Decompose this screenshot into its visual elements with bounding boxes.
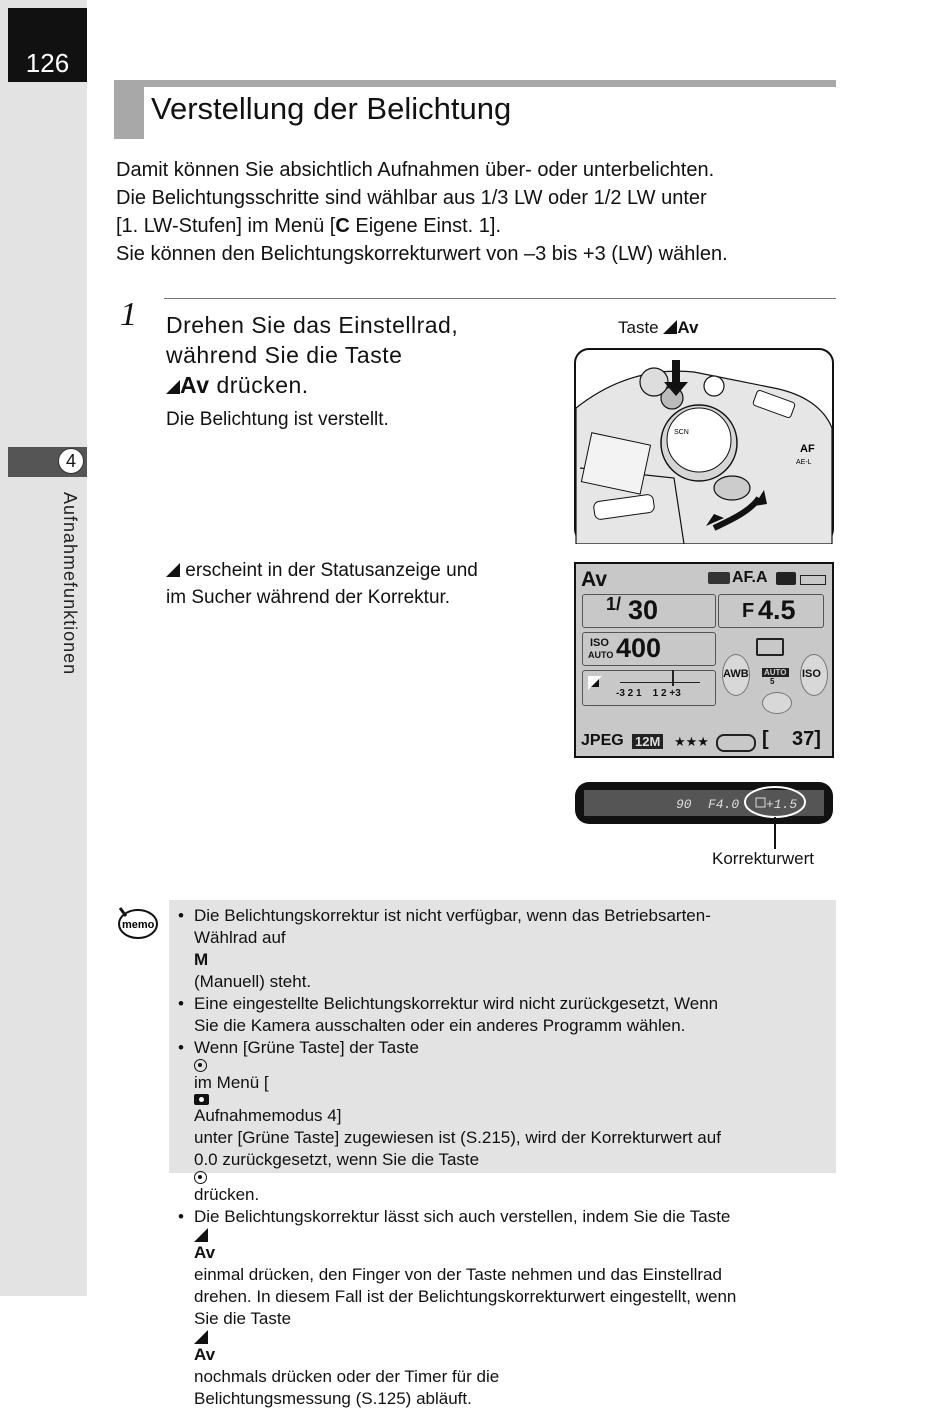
viewfinder-display: [574, 781, 834, 825]
memo-text: einmal drücken, den Finger von der Taste nehmen und das Einstellrad: [194, 1265, 722, 1284]
memo-text: nochmals drücken oder der Timer für die: [194, 1367, 500, 1386]
lcd-size: 12M: [632, 734, 663, 749]
intro-line-part: [1. LW-Stufen] im Menü [: [116, 215, 336, 237]
status-note: [166, 557, 478, 611]
memo-item: [176, 905, 831, 993]
page-number: 126: [25, 48, 70, 78]
iso-value: 400: [616, 633, 662, 663]
memo-list: [176, 905, 831, 1410]
lcd-iso-button: ISO: [802, 668, 821, 680]
av-key-label: Av: [677, 318, 699, 337]
memo-line: Sie die Kamera ausschalten oder ein anderes Programm wählen.: [194, 1016, 686, 1035]
exposure-comp-icon: [194, 1228, 208, 1242]
lcd-bracket: [: [762, 728, 769, 750]
lcd-awb: AWB: [723, 668, 749, 680]
camera-label: [618, 318, 698, 338]
memo-line: • Die Belichtungskorrektur ist nicht verfügbar, wenn das Betriebsarten-: [194, 906, 711, 925]
step-number: 1: [120, 296, 137, 333]
camera-illustration: [574, 348, 834, 544]
status-lcd: [574, 562, 834, 758]
aperture-value: 4.5: [758, 595, 796, 625]
step-heading-line: während Sie die Taste: [166, 342, 403, 368]
status-line: [166, 557, 478, 584]
green-button-icon: [194, 1171, 207, 1184]
intro-line: Damit können Sie absichtlich Aufnahmen über- oder unterbelichten.: [116, 159, 715, 181]
memo-line: [194, 927, 831, 993]
lcd-auto-label: AUTO: [764, 668, 787, 677]
av-key-label: Av: [180, 372, 210, 398]
memo-line: [194, 1037, 831, 1127]
drive-mode-icon: [756, 638, 784, 656]
status-line: im Sucher während der Korrektur.: [166, 587, 451, 608]
memo-text: drücken.: [194, 1185, 260, 1204]
memo-item: [176, 1037, 831, 1206]
exposure-comp-icon: [166, 563, 180, 577]
vf-callout-line: [774, 823, 776, 849]
chapter-label: Aufnahmefunktionen: [60, 492, 80, 676]
title-rule: [114, 80, 836, 87]
battery-icon: [800, 575, 826, 585]
memo-line: • Eine eingestellte Belichtungskorrektur wird nicht zurückgesetzt, Wenn: [194, 994, 719, 1013]
shutter-prefix: 1/: [606, 594, 622, 614]
step-note: Die Belichtung ist verstellt.: [166, 409, 389, 430]
memo-item: [176, 1206, 831, 1410]
iso-label: ISO: [590, 637, 609, 649]
aperture-prefix: F: [742, 600, 755, 622]
step-heading-line: Drehen Sie das Einstellrad,: [166, 312, 459, 338]
metering-icon: [776, 572, 796, 585]
memo-text: (Manuell) steht.: [194, 972, 312, 991]
flash-mode-icon: [708, 572, 730, 584]
custom-menu-icon: C: [335, 215, 350, 237]
chapter-number: 4: [58, 448, 84, 474]
shutter-value: 30: [628, 595, 659, 625]
lcd-quality: ★★★: [674, 734, 709, 749]
vf-aperture: F4.0: [708, 797, 740, 812]
ael-button-label: AE-L: [796, 459, 812, 466]
exposure-indicator: [672, 670, 674, 686]
intro-line: [116, 212, 836, 240]
green-button-icon: [194, 1059, 207, 1072]
camera-menu-icon: [194, 1094, 209, 1105]
lcd-auto-num: 5: [770, 677, 775, 686]
memo-line: [194, 1149, 831, 1206]
step-rule: [164, 298, 836, 299]
memo-text: 0.0 zurückgesetzt, wenn Sie die Taste: [194, 1150, 480, 1169]
camera-label-text: Taste: [618, 318, 664, 337]
step-heading: [166, 310, 458, 400]
exposure-comp-icon: [166, 380, 180, 394]
exposure-comp-icon: [194, 1330, 208, 1344]
viewfinder-label: Korrekturwert: [712, 849, 815, 868]
lcd-format: JPEG: [581, 732, 624, 749]
iso-auto-label: AUTO: [588, 650, 614, 660]
vf-shutter: 90: [676, 797, 692, 812]
memo-text: Sie die Taste: [194, 1309, 292, 1328]
lcd-shots: 37]: [792, 728, 821, 750]
manual-mode-symbol: M: [194, 950, 209, 969]
memo-icon-text: memo: [122, 919, 155, 931]
av-key-label: Av: [194, 1345, 216, 1364]
mode-dial-label: SCN: [674, 429, 689, 436]
step-heading-line: [166, 370, 458, 400]
intro-line: Die Belichtungsschritte sind wählbar aus 1/3 LW oder 1/2 LW unter: [116, 187, 707, 209]
memo-text: im Menü [: [194, 1073, 269, 1092]
lcd-mode: Av: [581, 568, 608, 591]
exposure-comp-icon: [663, 320, 677, 334]
memo-line: Belichtungsmessung (S.125) abläuft.: [194, 1389, 472, 1408]
memo-line: drehen. In diesem Fall ist der Belichtungskorrekturwert eingestellt, wenn: [194, 1287, 737, 1306]
memo-item: [176, 993, 831, 1037]
intro-text: [116, 156, 836, 268]
intro-line-part: Eigene Einst. 1].: [349, 215, 502, 237]
memo-text: Aufnahmemodus 4]: [194, 1106, 342, 1125]
title-tab: [114, 80, 144, 139]
memo-line: [194, 1228, 831, 1286]
step-heading-part: drücken.: [209, 372, 309, 398]
memo-line: unter [Grüne Taste] zugewiesen ist (S.215), wird der Korrekturwert auf: [194, 1128, 721, 1147]
exposure-scale: -3 2 1 1 2 +3: [616, 688, 681, 699]
memo-text: • Wenn [Grüne Taste] der Taste: [194, 1038, 419, 1057]
memo-text: Wählrad auf: [194, 928, 286, 947]
exposure-scale-bar: [620, 674, 700, 683]
memo-line: [194, 1308, 831, 1388]
memo-line: • Die Belichtungskorrektur lässt sich auch verstellen, indem Sie die Taste: [194, 1207, 731, 1226]
flash-button-ring: [762, 692, 792, 714]
page-title: Verstellung der Belichtung: [151, 91, 512, 126]
shake-reduction-icon: [716, 734, 756, 752]
intro-line: Sie können den Belichtungskorrekturwert von –3 bis +3 (LW) wählen.: [116, 243, 728, 265]
lcd-af-mode: AF.A: [732, 569, 768, 586]
exposure-comp-icon: [588, 676, 599, 687]
memo-icon: [116, 904, 158, 940]
af-button-label: AF: [800, 443, 815, 455]
status-line-part: erscheint in der Statusanzeige und: [180, 560, 478, 581]
av-key-label: Av: [194, 1243, 216, 1262]
vf-comp: +1.5: [766, 797, 798, 812]
